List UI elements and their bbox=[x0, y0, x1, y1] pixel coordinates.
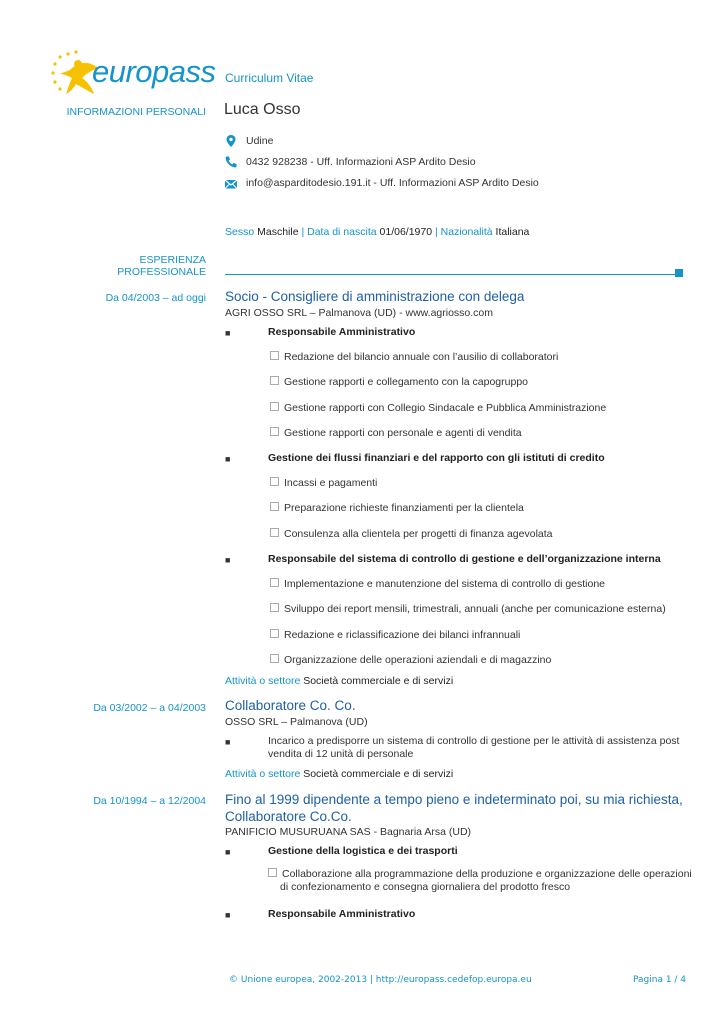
location-pin-icon bbox=[224, 134, 238, 148]
section-experience-label-2: PROFESSIONALE bbox=[117, 266, 206, 278]
section-divider-marker bbox=[675, 269, 683, 277]
checkbox-square-icon bbox=[270, 578, 279, 587]
list-item bbox=[270, 603, 666, 615]
footer-page-number: Pagina 1 / 4 bbox=[633, 975, 687, 985]
contact-email: info@asparditodesio.191.it - Uff. Informazioni ASP Ardito Desio bbox=[246, 177, 539, 189]
list-item-text: Consulenza alla clientela per progetti di finanza agevolata bbox=[284, 528, 553, 540]
bullet-square-icon: ■ bbox=[225, 847, 231, 857]
list-item bbox=[270, 629, 520, 641]
group-title: Responsabile Amministrativo bbox=[268, 908, 416, 920]
section-personal-label: INFORMAZIONI PERSONALI bbox=[66, 106, 206, 118]
separator: | bbox=[301, 226, 305, 238]
list-item-text: Preparazione richieste finanziamenti per la clientela bbox=[284, 502, 524, 514]
list-item bbox=[270, 427, 522, 439]
job-sector bbox=[225, 675, 453, 687]
list-item-text: Gestione rapporti e collegamento con la capogruppo bbox=[284, 376, 528, 388]
checkbox-square-icon bbox=[270, 629, 279, 638]
list-item bbox=[270, 654, 551, 666]
checkbox-square-icon bbox=[270, 654, 279, 663]
checkbox-square-icon bbox=[270, 528, 279, 537]
job-role-line: Collaboratore Co.Co. bbox=[225, 809, 352, 824]
group-title: Responsabile Amministrativo bbox=[268, 326, 416, 338]
job-bullet-line: Incarico a predisporre un sistema di controllo di gestione per le attività di assistenza post bbox=[268, 735, 680, 747]
checkbox-square-icon bbox=[268, 868, 277, 877]
personal-details-line bbox=[225, 226, 529, 238]
bullet-square-icon: ■ bbox=[225, 328, 231, 338]
job-role: Collaboratore Co. Co. bbox=[225, 698, 356, 713]
list-item-text: Gestione rapporti con personale e agenti di vendita bbox=[284, 427, 522, 439]
list-item-text: Collaborazione alla programmazione della produzione e organizzazione delle operazioni bbox=[282, 868, 692, 880]
job-dates: Da 03/2002 – a 04/2003 bbox=[93, 702, 206, 714]
contact-phone: 0432 928238 - Uff. Informazioni ASP Ardito Desio bbox=[246, 156, 476, 168]
person-name: Luca Osso bbox=[224, 101, 301, 118]
checkbox-square-icon bbox=[270, 603, 279, 612]
job-bullet-line: vendita di 12 unità di personale bbox=[268, 748, 414, 760]
europass-logo bbox=[48, 48, 216, 100]
bullet-square-icon: ■ bbox=[225, 454, 231, 464]
sector-value: Società commerciale e di servizi bbox=[303, 675, 454, 687]
sector-label: Attività o settore bbox=[225, 675, 301, 687]
contact-city: Udine bbox=[246, 135, 274, 147]
job-dates: Da 10/1994 – a 12/2004 bbox=[93, 795, 206, 807]
birth-label: Data di nascita bbox=[307, 226, 377, 238]
list-item bbox=[270, 402, 606, 414]
list-item-text: Implementazione e manutenzione del sistema di controllo di gestione bbox=[284, 578, 606, 590]
job-role: Socio - Consigliere di amministrazione con delega bbox=[225, 289, 525, 304]
bullet-square-icon: ■ bbox=[225, 737, 231, 747]
birth-value: 01/06/1970 bbox=[379, 226, 433, 238]
list-item-text: Redazione del bilancio annuale con l’ausilio di collaboratori bbox=[284, 351, 559, 363]
job-employer: AGRI OSSO SRL – Palmanova (UD) - www.agriosso.com bbox=[225, 307, 494, 319]
email-icon bbox=[224, 177, 238, 191]
checkbox-square-icon bbox=[270, 477, 279, 486]
list-item-text: Organizzazione delle operazioni aziendali e di magazzino bbox=[284, 654, 552, 666]
list-item-text: di confezionamento e consegna giornaliera del prodotto fresco bbox=[280, 881, 571, 893]
europass-wordmark: europass bbox=[92, 54, 216, 89]
sector-value: Società commerciale e di servizi bbox=[303, 768, 454, 780]
section-experience-label-1: ESPERIENZA bbox=[139, 254, 206, 266]
list-item-text: Sviluppo dei report mensili, trimestrali, annuali (anche per comunicazione esterna) bbox=[284, 603, 666, 615]
bullet-square-icon: ■ bbox=[225, 910, 231, 920]
checkbox-square-icon bbox=[270, 402, 279, 411]
sex-value: Maschile bbox=[257, 226, 299, 238]
sex-label: Sesso bbox=[225, 226, 255, 238]
sector-label: Attività o settore bbox=[225, 768, 301, 780]
job-role-line: Fino al 1999 dipendente a tempo pieno e indeterminato poi, su mia richiesta, bbox=[225, 792, 683, 807]
group-title: Gestione dei flussi finanziari e del rapporto con gli istituti di credito bbox=[268, 452, 605, 464]
list-item bbox=[270, 502, 524, 514]
list-item bbox=[270, 376, 528, 388]
list-item bbox=[268, 868, 692, 894]
job-dates: Da 04/2003 – ad oggi bbox=[105, 292, 206, 304]
group-title: Gestione della logistica e dei trasporti bbox=[268, 845, 458, 857]
footer-copyright: © Unione europea, 2002-2013 | http://europass.cedefop.europa.eu bbox=[229, 975, 532, 985]
job-bullet-text bbox=[268, 735, 679, 761]
separator: | bbox=[435, 226, 438, 238]
group-title: Responsabile del sistema di controllo di gestione e dell’organizzazione interna bbox=[268, 553, 661, 565]
list-item bbox=[270, 477, 377, 489]
nationality-value: Italiana bbox=[495, 226, 530, 238]
list-item-text: Incassi e pagamenti bbox=[284, 477, 378, 489]
list-item bbox=[270, 528, 553, 540]
checkbox-square-icon bbox=[270, 376, 279, 385]
job-sector bbox=[225, 768, 453, 780]
list-item bbox=[270, 578, 605, 590]
job-role bbox=[225, 791, 683, 825]
list-item-text: Redazione e riclassificazione dei bilanci infrannuali bbox=[284, 629, 521, 641]
list-item bbox=[270, 351, 558, 363]
job-employer: PANIFICIO MUSURUANA SAS - Bagnaria Arsa (UD) bbox=[225, 826, 472, 838]
section-divider bbox=[225, 274, 675, 275]
checkbox-square-icon bbox=[270, 351, 279, 360]
list-item-text: Gestione rapporti con Collegio Sindacale e Pubblica Amministrazione bbox=[284, 402, 607, 414]
phone-icon bbox=[224, 155, 238, 169]
bullet-square-icon: ■ bbox=[225, 555, 231, 565]
nationality-label: Nazionalità bbox=[440, 226, 493, 238]
checkbox-square-icon bbox=[270, 427, 279, 436]
checkbox-square-icon bbox=[270, 502, 279, 511]
cv-title: Curriculum Vitae bbox=[225, 71, 314, 85]
job-employer: OSSO SRL – Palmanova (UD) bbox=[225, 716, 368, 728]
